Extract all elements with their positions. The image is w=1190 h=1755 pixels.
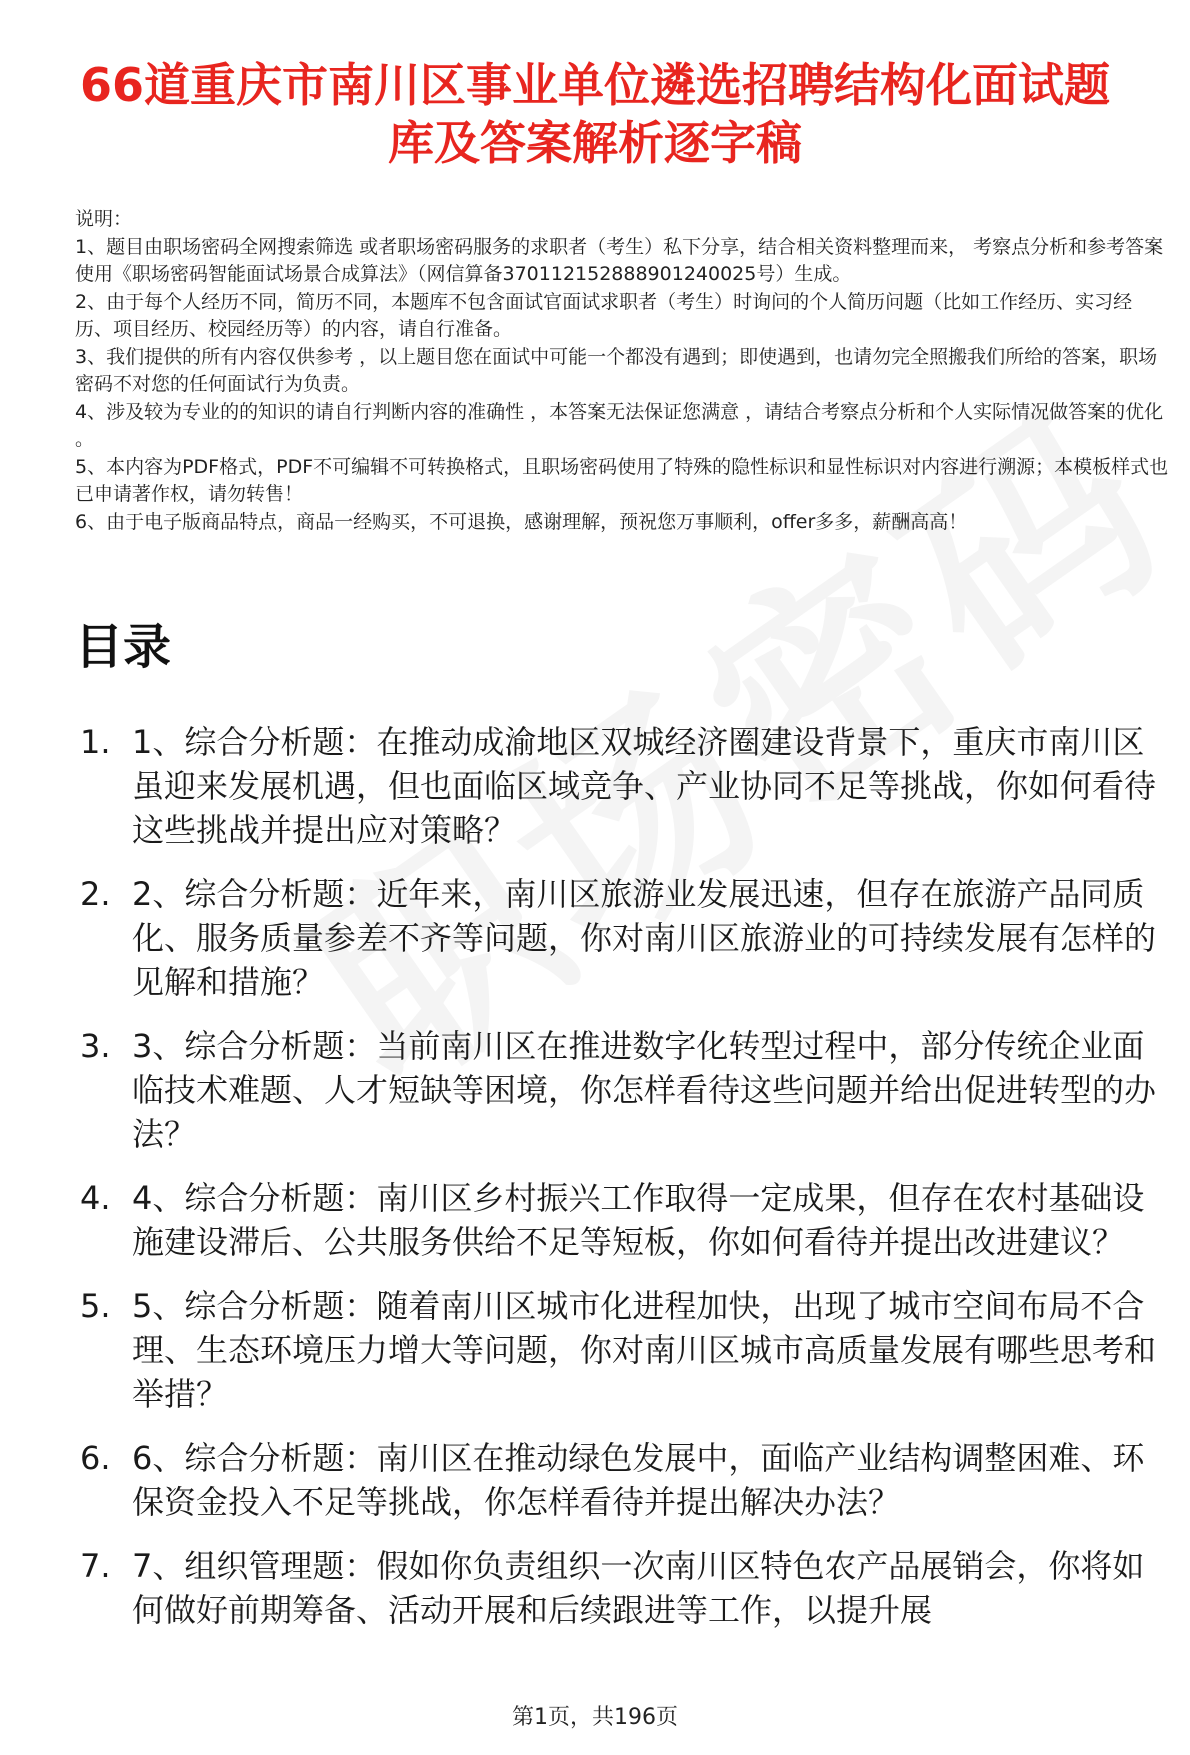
toc-item-number: 5. (80, 1287, 111, 1325)
toc-item-text[interactable]: 5、综合分析题：随着南川区城市化进程加快，出现了城市空间布局不合理、生态环境压力增大等问题，你对南川区城市高质量发展有哪些思考和举措？ (132, 1287, 1157, 1413)
toc-item-text[interactable]: 1、综合分析题：在推动成渝地区双城经济圈建设背景下，重庆市南川区虽迎来发展机遇，但也面临区域竞争、产业协同不足等挑战，你如何看待这些挑战并提出应对策略？ (132, 723, 1157, 849)
toc-item-text[interactable]: 6、综合分析题：南川区在推动绿色发展中，面临产业结构调整困难、环保资金投入不足等挑战，你怎样看待并提出解决办法？ (132, 1439, 1145, 1521)
note-item-3: 3、我们提供的所有内容仅供参考 ，以上题目您在面试中可能一个都没有遇到；即使遇到，也请勿完全照搬我们所给的答案，职场密码不对您的任何面试行为负责。 (75, 345, 1158, 395)
toc-item-text[interactable]: 2、综合分析题：近年来，南川区旅游业发展迅速，但存在旅游产品同质化、服务质量参差不齐等问题，你对南川区旅游业的可持续发展有怎样的见解和措施？ (132, 875, 1157, 1001)
toc-item-number: 4. (80, 1179, 111, 1217)
toc-item[interactable] (80, 1176, 1175, 1264)
toc-heading: 目录 (75, 619, 172, 675)
toc-item[interactable] (80, 872, 1175, 1004)
note-item-4: 4、涉及较为专业的的知识的请自行判断内容的准确性 ，本答案无法保证您满意 ，请结合考察点分析和个人实际情况做答案的优化 。 (75, 400, 1164, 450)
notes-section (75, 206, 1170, 536)
note-item-5: 5、本内容为PDF格式，PDF不可编辑不可转换格式，且职场密码使用了特殊的隐性标识和显性标识对内容进行溯源；本模板样式也已申请著作权，请勿转售！ (75, 455, 1169, 505)
toc-item[interactable] (80, 1024, 1175, 1156)
toc-list (80, 720, 1175, 1652)
toc-item-text[interactable]: 3、综合分析题：当前南川区在推进数字化转型过程中，部分传统企业面临技术难题、人才短缺等困境，你怎样看待这些问题并给出促进转型的办法？ (132, 1027, 1157, 1153)
note-item-6: 6、由于电子版商品特点，商品一经购买，不可退换，感谢理解，预祝您万事顺利，offer多多，薪酬高高！ (75, 510, 968, 533)
toc-item-number: 6. (80, 1439, 111, 1477)
toc-item[interactable] (80, 1544, 1175, 1632)
document-title: 66道重庆市南川区事业单位遴选招聘结构化面试题库及答案解析逐字稿 (79, 58, 1110, 170)
toc-item-number: 1. (80, 723, 111, 761)
notes-label: 说明： (75, 208, 133, 230)
toc-item-number: 3. (80, 1027, 111, 1065)
toc-item-number: 7. (80, 1547, 111, 1585)
note-item-1: 1、题目由职场密码全网搜索筛选 或者职场密码服务的求职者（考生）私下分享，结合相关资料整理而来， 考察点分析和参考答案使用《职场密码智能面试场景合成算法》（网信算备370112152888901240025号）生成。 (75, 235, 1164, 285)
toc-item-text[interactable]: 4、综合分析题：南川区乡村振兴工作取得一定成果，但存在农村基础设施建设滞后、公共服务供给不足等短板，你如何看待并提出改进建议？ (132, 1179, 1145, 1261)
toc-item-number: 2. (80, 875, 111, 913)
note-item-2: 2、由于每个人经历不同，简历不同，本题库不包含面试官面试求职者（考生）时询问的个人简历问题（比如工作经历、实习经历、项目经历、校园经历等）的内容，请自行准备。 (75, 290, 1133, 340)
toc-item[interactable] (80, 1284, 1175, 1416)
toc-item[interactable] (80, 1436, 1175, 1524)
page-footer: 第1页，共196页 (512, 1705, 678, 1730)
toc-item[interactable] (80, 720, 1175, 852)
toc-item-text[interactable]: 7、组织管理题：假如你负责组织一次南川区特色农产品展销会，你将如何做好前期筹备、活动开展和后续跟进等工作，以提升展 (132, 1547, 1145, 1629)
